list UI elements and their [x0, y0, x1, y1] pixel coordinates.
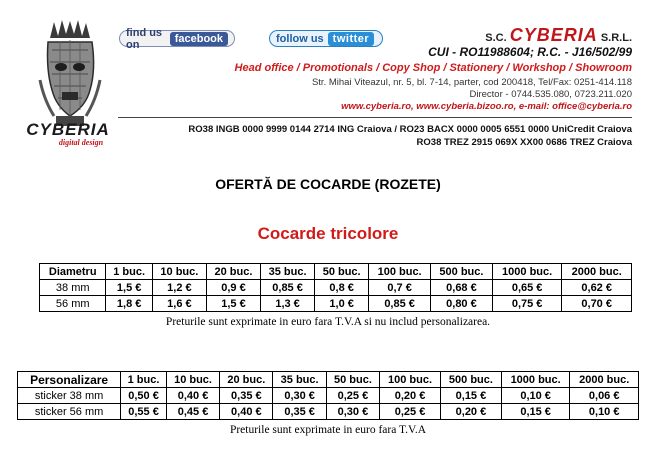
- table-cell: 0,35 €: [273, 404, 326, 420]
- facebook-prefix: find us on: [126, 26, 163, 51]
- table-cell: 0,40 €: [220, 404, 273, 420]
- table-cell: 0,7 €: [369, 280, 431, 296]
- table-cell: 0,45 €: [166, 404, 219, 420]
- table-cell: 0,25 €: [326, 388, 379, 404]
- offer-title: OFERTĂ DE COCARDE (ROZETE): [215, 176, 441, 192]
- table-cell: 0,55 €: [121, 404, 167, 420]
- table-cell: 1,8 €: [106, 296, 152, 312]
- table-cell: 56 mm: [40, 296, 106, 312]
- table-header-cell: 50 buc.: [315, 264, 369, 280]
- table-cell: sticker 38 mm: [18, 388, 121, 404]
- company-name: CYBERIA: [509, 25, 598, 45]
- company-registration: CUI - RO11988604; R.C. - J16/502/99: [428, 45, 632, 59]
- twitter-icon: twitter: [328, 32, 375, 46]
- company-suffix: S.R.L.: [600, 32, 632, 44]
- table-cell: 38 mm: [40, 280, 106, 296]
- table-cell: 0,65 €: [492, 280, 562, 296]
- table-row: [18, 388, 639, 404]
- facebook-icon: facebook: [170, 32, 228, 46]
- table-cell: 0,62 €: [562, 280, 632, 296]
- company-name-line: [485, 25, 632, 46]
- table-header-cell: 35 buc.: [273, 372, 326, 388]
- table-header-cell: 10 buc.: [166, 372, 219, 388]
- section-title: Cocarde tricolore: [257, 224, 399, 243]
- table-row: [40, 280, 632, 296]
- table-cell: 0,80 €: [431, 296, 493, 312]
- table-cell: 0,8 €: [315, 280, 369, 296]
- table-header-row: [18, 372, 639, 388]
- table-cell: 1,3 €: [261, 296, 315, 312]
- bank-accounts-line-1: RO38 INGB 0000 9999 0144 2714 ING Craiova / RO23 BACX 0000 0005 6551 0000 UniCredit Craiova: [188, 124, 632, 135]
- bank-accounts-line-2: RO38 TREZ 2915 069X XX00 0686 TREZ Craiova: [416, 137, 632, 148]
- company-logo: [18, 20, 118, 148]
- table-header-cell: 10 buc.: [152, 264, 206, 280]
- cyber-head-icon: [30, 20, 110, 126]
- company-prefix: S.C.: [485, 32, 507, 44]
- table-header-cell: 1000 buc.: [492, 264, 562, 280]
- table-header-row: [40, 264, 632, 280]
- twitter-prefix: follow us: [276, 32, 324, 45]
- table-cell: 1,6 €: [152, 296, 206, 312]
- company-web-contacts: [341, 101, 632, 112]
- price-note-2: Preturile sunt exprimate in euro fara T.V.A: [229, 424, 427, 436]
- table-header-cell: 2000 buc.: [570, 372, 639, 388]
- table-cell: 0,25 €: [380, 404, 441, 420]
- website-links[interactable]: www.cyberia.ro, www.cyberia.bizoo.ro,: [341, 101, 517, 112]
- table-cell: 0,30 €: [273, 388, 326, 404]
- table-cell: 0,10 €: [570, 404, 639, 420]
- table-cell: 0,15 €: [501, 404, 570, 420]
- table-header-cell: Diametru: [40, 264, 106, 280]
- table-cell: 0,85 €: [369, 296, 431, 312]
- table-header-cell: 2000 buc.: [562, 264, 632, 280]
- logo-tagline: digital design: [58, 138, 104, 147]
- table-cell: 0,30 €: [326, 404, 379, 420]
- table-cell: 0,15 €: [440, 388, 501, 404]
- table-cell: 0,9 €: [206, 280, 260, 296]
- company-address: Str. Mihai Viteazul, nr. 5, bl. 7-14, parter, cod 200418, Tel/Fax: 0251-414.118: [311, 77, 632, 88]
- table-header-cell: 35 buc.: [261, 264, 315, 280]
- table-cell: 1,2 €: [152, 280, 206, 296]
- table-cell: 0,85 €: [261, 280, 315, 296]
- price-table-tricolor: [39, 263, 632, 312]
- table-header-cell: 20 buc.: [206, 264, 260, 280]
- table-header-cell: 500 buc.: [431, 264, 493, 280]
- table-cell: 1,5 €: [106, 280, 152, 296]
- table-cell: 0,20 €: [440, 404, 501, 420]
- table-cell: 0,35 €: [220, 388, 273, 404]
- company-services: Head office / Promotionals / Copy Shop / Stationery / Workshop / Showroom: [234, 62, 632, 74]
- table-row: [40, 296, 632, 312]
- table-cell: 0,10 €: [501, 388, 570, 404]
- table-cell: 0,50 €: [121, 388, 167, 404]
- table-header-cell: 100 buc.: [380, 372, 441, 388]
- price-note-1: Preturile sunt exprimate in euro fara T.V.A si nu includ personalizarea.: [165, 316, 491, 328]
- table-cell: 0,06 €: [570, 388, 639, 404]
- table-cell: sticker 56 mm: [18, 404, 121, 420]
- table-cell: 0,75 €: [492, 296, 562, 312]
- table-cell: 1,5 €: [206, 296, 260, 312]
- table-cell: 0,20 €: [380, 388, 441, 404]
- table-cell: 0,68 €: [431, 280, 493, 296]
- twitter-button[interactable]: [269, 30, 383, 47]
- price-table-personalization: [17, 371, 639, 420]
- table-header-cell: 20 buc.: [220, 372, 273, 388]
- table-row: [18, 404, 639, 420]
- header-divider: [118, 117, 632, 118]
- table-cell: 0,70 €: [562, 296, 632, 312]
- table-header-cell: 100 buc.: [369, 264, 431, 280]
- table-header-cell: 50 buc.: [326, 372, 379, 388]
- table-header-cell: Personalizare: [18, 372, 121, 388]
- company-director-phones: Director - 0744.535.080, 0723.211.020: [469, 89, 632, 100]
- table-header-cell: 1 buc.: [121, 372, 167, 388]
- table-cell: 1,0 €: [315, 296, 369, 312]
- facebook-button[interactable]: [119, 26, 235, 51]
- table-header-cell: 500 buc.: [440, 372, 501, 388]
- table-header-cell: 1000 buc.: [501, 372, 570, 388]
- table-cell: 0,40 €: [166, 388, 219, 404]
- logo-wordmark: CYBERIA: [26, 120, 110, 139]
- email-link[interactable]: e-mail: office@cyberia.ro: [518, 101, 632, 112]
- table-header-cell: 1 buc.: [106, 264, 152, 280]
